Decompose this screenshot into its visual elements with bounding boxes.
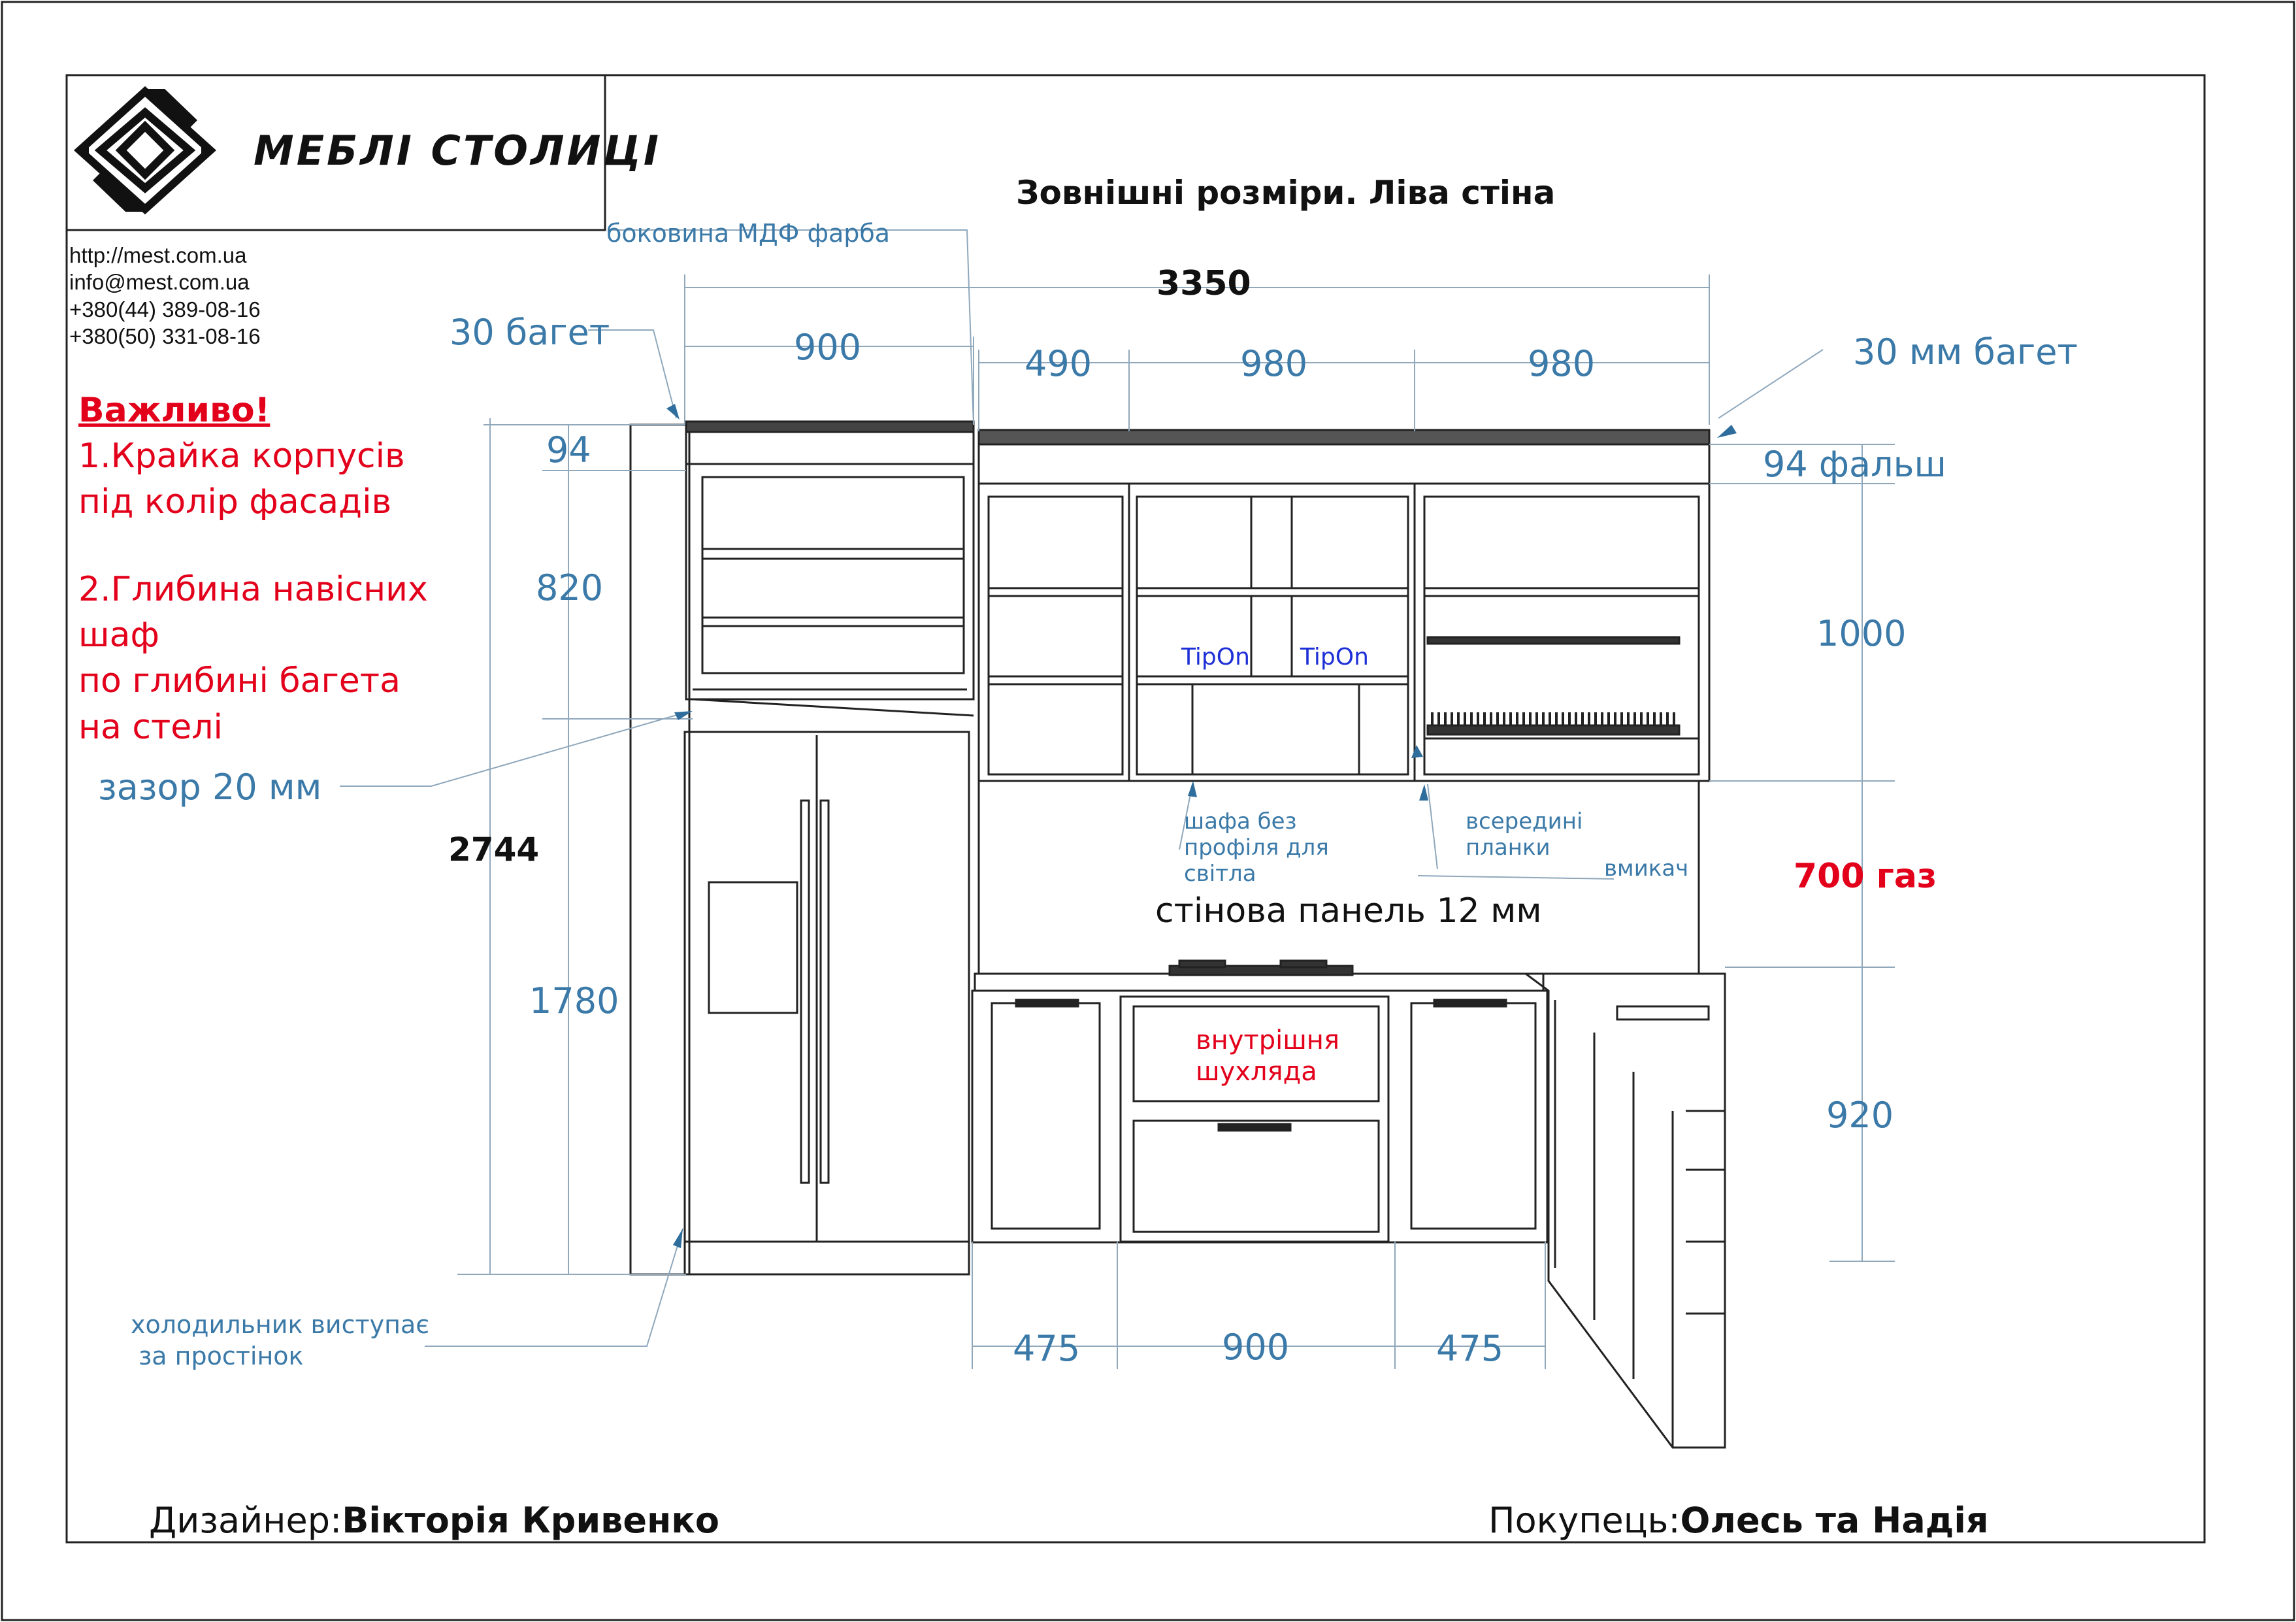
dim-bottom-1: 475 [1013, 1328, 1081, 1369]
dim-upper-3: 980 [1528, 343, 1596, 384]
contact-block [69, 242, 261, 350]
label-tipon-2: TipOn [1300, 644, 1369, 670]
contact-email[interactable]: info@mest.com.ua [69, 270, 250, 295]
label-side-panel: боковина МДФ фарба [606, 219, 891, 248]
dim-left-94: 94 [546, 429, 591, 471]
customer-label: Покупець: [1488, 1500, 1681, 1541]
contact-phone-2: +380(50) 331-08-16 [69, 323, 261, 348]
label-wall-panel: стінова панель 12 мм [1155, 891, 1542, 931]
label-tipon-1: TipOn [1181, 644, 1250, 670]
label-fridge-2: за простінок [131, 1342, 304, 1370]
dimension-lines [340, 230, 1895, 1369]
label-gas: 700 газ [1794, 857, 1937, 896]
customer-name: Олесь та Надія [1680, 1500, 1989, 1541]
important-heading: Важливо! [78, 391, 271, 430]
designer-name: Вікторія Кривенко [342, 1500, 720, 1541]
important-line-1: 1.Крайка корпусів [78, 436, 405, 476]
important-line-5: по глибині багета [78, 661, 401, 701]
customer-credit [1488, 1500, 1989, 1541]
label-inside-2: планки [1466, 835, 1550, 861]
important-note [78, 389, 428, 750]
important-line-2: під колір фасадів [78, 482, 392, 521]
contact-website[interactable]: http://mest.com.ua [69, 243, 247, 267]
dim-left-820: 820 [536, 567, 604, 608]
dim-upper-left: 900 [794, 327, 862, 368]
dim-upper-1: 490 [1025, 343, 1092, 384]
upper-cabinets [979, 430, 1709, 781]
dim-upper-2: 980 [1240, 343, 1308, 384]
label-inside-1: всередині [1466, 808, 1583, 835]
designer-credit [149, 1500, 720, 1541]
label-internal-drawer-2: шухляда [1196, 1057, 1317, 1087]
label-baguette-right: 30 мм багет [1853, 331, 2078, 372]
important-line-4: шаф [78, 616, 159, 655]
label-switch: вмикач [1604, 855, 1689, 882]
important-line-3: 2.Глибина навісних [78, 569, 428, 609]
dim-right-1000: 1000 [1816, 613, 1907, 654]
tall-column [631, 422, 974, 1274]
label-baguette-left: 30 багет [450, 312, 610, 353]
important-line-6: на стелі [78, 707, 223, 747]
dim-right-920: 920 [1826, 1095, 1894, 1136]
dim-total-width: 3350 [1156, 264, 1251, 303]
label-false-panel: 94 фальш [1763, 444, 1946, 485]
label-no-profile-1: шафа без [1184, 808, 1297, 835]
brand-name: МЕБЛІ СТОЛИЦІ [254, 127, 661, 174]
label-no-profile-3: світла [1184, 861, 1256, 887]
dim-left-1780: 1780 [529, 980, 619, 1021]
dim-bottom-3: 475 [1436, 1328, 1504, 1369]
label-fridge-1: холодильник виступає [131, 1310, 430, 1339]
dim-bottom-2: 900 [1222, 1327, 1290, 1368]
label-gap: зазор 20 мм [98, 767, 322, 808]
designer-label: Дизайнер: [149, 1500, 342, 1541]
base-cabinets [972, 961, 1725, 1448]
label-no-profile-2: профіля для [1184, 835, 1329, 861]
brand-logo-icon [80, 91, 210, 209]
page-title: Зовнішні розміри. Ліва стіна [1016, 174, 1556, 212]
contact-phone-1: +380(44) 389-08-16 [69, 297, 261, 322]
dim-total-height: 2744 [448, 831, 540, 869]
label-internal-drawer-1: внутрішня [1196, 1025, 1340, 1055]
